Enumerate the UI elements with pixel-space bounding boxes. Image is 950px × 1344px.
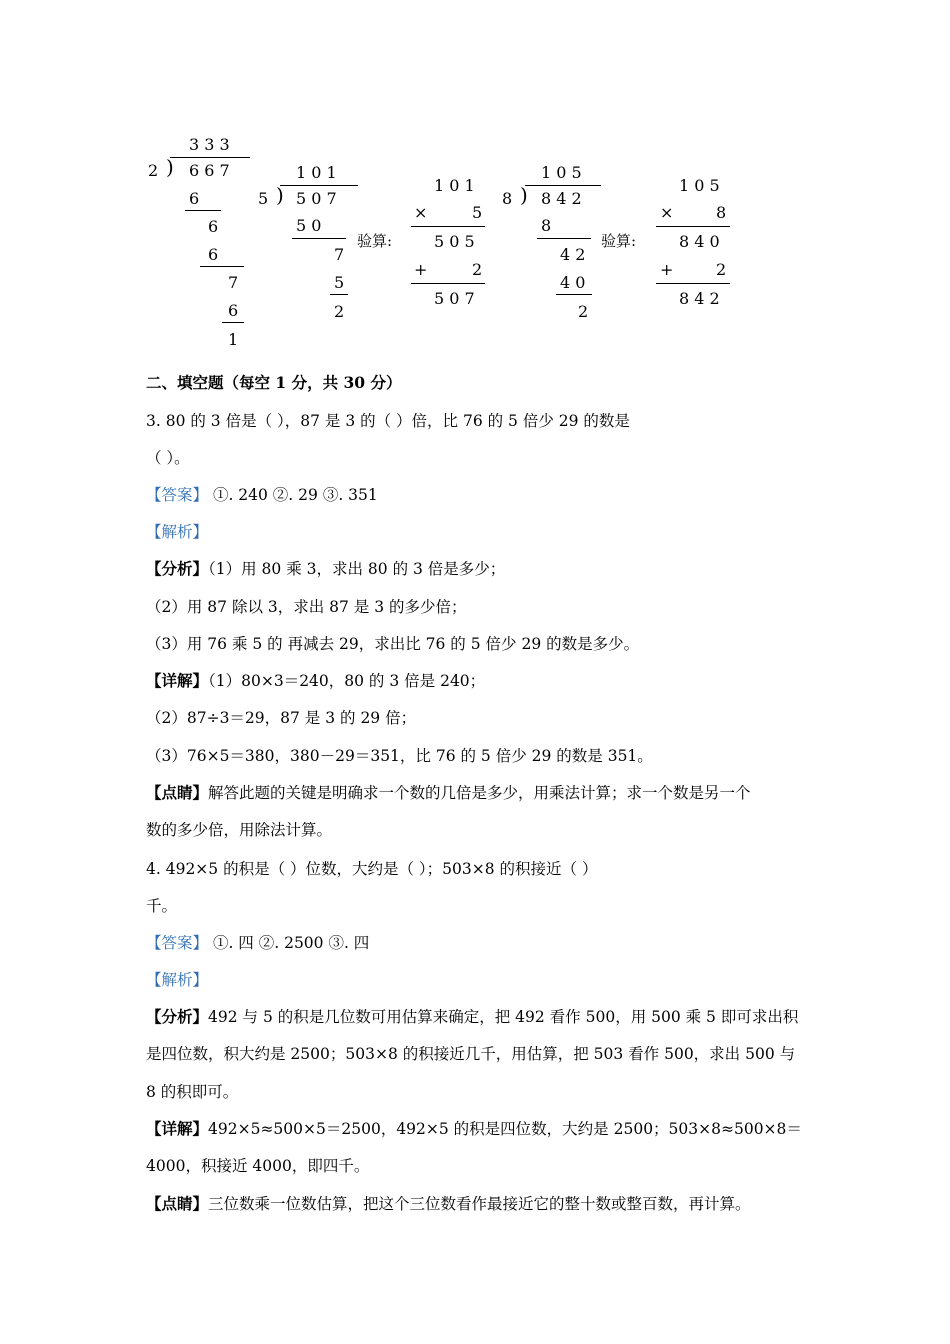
xiangjie-row (146, 671, 485, 691)
step-line (222, 322, 244, 323)
fenxi-row (146, 1007, 798, 1027)
question-3-text-cont: （ ）。 (146, 449, 190, 467)
xiangjie-text-2: 4000，积接近 4000，即四千。 (146, 1157, 370, 1175)
xiangjie-text-3: （3）76×5＝380，380－29＝351，比 76 的 5 倍少 29 的数是 351。 (146, 747, 653, 765)
step: 2 (334, 302, 345, 321)
answer-text: ①. 240 ②. 29 ③. 351 (208, 486, 378, 504)
answer-row (146, 933, 369, 953)
division-bar (170, 157, 250, 158)
question-4-text-cont: 千。 (146, 897, 178, 915)
fenxi-row (146, 559, 505, 579)
division-bar (280, 185, 358, 186)
step-line (185, 210, 221, 211)
step: 6 (228, 301, 239, 320)
answer-tag: 【答案】 (146, 486, 209, 504)
question-4-text: 4. 492×5 的积是（ ）位数，大约是（ ）；503×8 的积接近（ ） (146, 860, 598, 878)
step: 5 (334, 273, 345, 292)
division-bracket: ) (520, 183, 528, 207)
step-line (200, 266, 244, 267)
multiply-sign: × (660, 203, 674, 222)
sum-line (411, 226, 485, 227)
calculation-area (0, 0, 950, 360)
product: 8 4 0 (679, 232, 720, 251)
sum-line (656, 283, 730, 284)
multiplicand: 1 0 1 (434, 176, 475, 195)
xiangjie-text-2: （2）87÷3＝29，87 是 3 的 29 倍； (146, 709, 417, 727)
dividend: 6 6 7 (189, 161, 230, 180)
step: 7 (334, 245, 345, 264)
step: 6 (189, 189, 200, 208)
dianjing-tag: 【点睛】 (146, 1194, 209, 1213)
result: 5 0 7 (434, 289, 475, 308)
fenxi-text: 492 与 5 的积是几位数可用估算来确定，把 492 看作 500，用 500 乘 5 即可求出积 (208, 1008, 799, 1026)
analysis-tag: 【解析】 (146, 971, 209, 989)
fenxi-text-2: （2）用 87 除以 3，求出 87 是 3 的多少倍； (146, 598, 467, 616)
division-bracket: ) (166, 155, 174, 179)
multiply-sign: × (414, 203, 428, 222)
answer-text: ①. 四 ②. 2500 ③. 四 (208, 934, 370, 952)
step: 6 (208, 245, 219, 264)
step: 6 (208, 217, 219, 236)
xiangjie-tag: 【详解】 (146, 1119, 209, 1138)
plus-sign: + (660, 260, 674, 279)
dianjing-row (146, 1194, 751, 1214)
dianjing-text-2: 数的多少倍，用除法计算。 (146, 821, 333, 839)
step: 4 2 (560, 245, 586, 264)
fenxi-tag: 【分析】 (146, 1007, 209, 1026)
division-bar (525, 185, 601, 186)
fenxi-tag: 【分析】 (146, 559, 209, 578)
quotient: 3 3 3 (189, 135, 230, 154)
plus-sign: + (414, 260, 428, 279)
dianjing-row (146, 783, 751, 803)
step: 1 (228, 330, 239, 349)
addend: 2 (716, 260, 727, 279)
quotient: 1 0 1 (296, 163, 337, 182)
dividend: 5 0 7 (296, 189, 337, 208)
multiplier: 8 (716, 203, 727, 222)
step-line (556, 294, 592, 295)
dianjing-tag: 【点睛】 (146, 783, 209, 802)
addend: 2 (472, 260, 483, 279)
section-title: 二、填空题（每空 1 分，共 30 分） (146, 373, 402, 392)
fenxi-text-3: 8 的积即可。 (146, 1083, 239, 1101)
step: 4 0 (560, 273, 586, 292)
fenxi-text-2: 是四位数，积大约是 2500；503×8 的积接近几千，用估算，把 503 看作 500，求出 500 与 (146, 1045, 796, 1063)
step: 5 0 (296, 216, 322, 235)
answer-row (146, 485, 378, 505)
sum-line (411, 283, 485, 284)
result: 8 4 2 (679, 289, 720, 308)
multiplier: 5 (472, 203, 483, 222)
divisor: 8 (502, 189, 513, 208)
step: 8 (541, 216, 552, 235)
divisor: 5 (258, 189, 269, 208)
analysis-tag: 【解析】 (146, 523, 209, 541)
step-line (537, 238, 591, 239)
quotient: 1 0 5 (541, 163, 582, 182)
divisor: 2 (148, 161, 159, 180)
xiangjie-tag: 【详解】 (146, 671, 209, 690)
verify-label: 验算: (601, 232, 637, 250)
dianjing-text: 三位数乘一位数估算，把这个三位数看作最接近它的整十数或整百数，再计算。 (208, 1195, 751, 1213)
product: 5 0 5 (434, 232, 475, 251)
fenxi-text-3: （3）用 76 乘 5 的 再减去 29，求出比 76 的 5 倍少 29 的数是多少。 (146, 635, 640, 653)
step-line (330, 294, 348, 295)
dianjing-text: 解答此题的关键是明确求一个数的几倍是多少，用乘法计算；求一个数是另一个 (208, 784, 751, 802)
multiplicand: 1 0 5 (679, 176, 720, 195)
xiangjie-row (146, 1119, 802, 1139)
xiangjie-text: （1）80×3＝240，80 的 3 倍是 240； (208, 672, 486, 690)
answer-tag: 【答案】 (146, 934, 209, 952)
step-line (292, 238, 346, 239)
xiangjie-text: 492×5≈500×5＝2500，492×5 的积是四位数，大约是 2500；503×8≈500×8＝ (208, 1120, 802, 1138)
sum-line (656, 226, 730, 227)
division-bracket: ) (276, 183, 284, 207)
question-3-text: 3. 80 的 3 倍是（ ），87 是 3 的（ ）倍，比 76 的 5 倍少 29 的数是 (146, 412, 630, 430)
step: 7 (228, 273, 239, 292)
dividend: 8 4 2 (541, 189, 582, 208)
fenxi-text: （1）用 80 乘 3，求出 80 的 3 倍是多少； (208, 560, 506, 578)
verify-label: 验算: (357, 232, 393, 250)
step: 2 (578, 302, 589, 321)
